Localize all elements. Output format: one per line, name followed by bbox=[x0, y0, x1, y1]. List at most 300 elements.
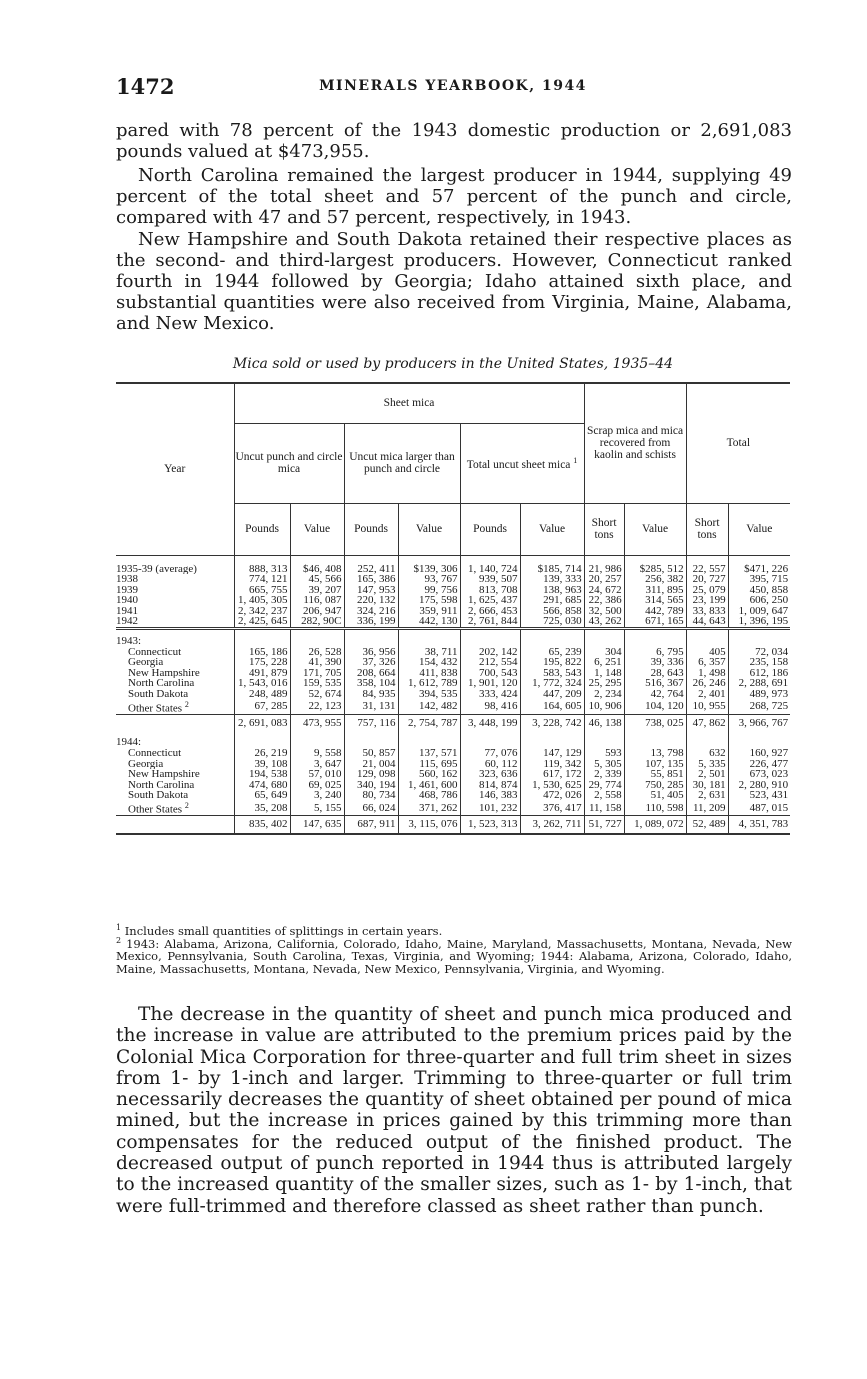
table-cell: 2, 501 bbox=[686, 769, 728, 780]
table-cell: 142, 482 bbox=[398, 700, 460, 715]
table-cell: 77, 076 bbox=[460, 748, 520, 759]
table-cell: 13, 798 bbox=[624, 748, 686, 759]
table-cell: 175, 228 bbox=[234, 657, 290, 668]
table-cell: 44, 643 bbox=[686, 616, 728, 628]
table-cell bbox=[624, 731, 686, 748]
table-cell: 1, 625, 437 bbox=[460, 595, 520, 606]
table-cell: 165, 186 bbox=[234, 647, 290, 658]
footnote-text: 1943: Alabama, Arizona, California, Colorado, Idaho, Maine, Maryland, Massachusetts, Montana, Nevada, New Mexico, Pennsylvania, South Carolina, Texas, Virginia, and Wyoming; 1944: Alabama, Arizona, Colorado, Idaho, Maine, Massachusetts, Montana, Nevada, New Mexico, Pennsylvania, Virginia, and Wyoming. bbox=[116, 936, 792, 976]
table-cell: 606, 250 bbox=[728, 595, 790, 606]
table-cell: 725, 030 bbox=[520, 616, 584, 628]
table-cell bbox=[520, 629, 584, 647]
table-cell: 687, 911 bbox=[344, 816, 398, 834]
total-uncut-label: Total uncut sheet mica bbox=[466, 458, 571, 471]
table-cell: $139, 306 bbox=[398, 564, 460, 575]
table-cell bbox=[728, 731, 790, 748]
row-label-text: South Dakota bbox=[128, 790, 189, 802]
table-cell: 3, 115, 076 bbox=[398, 816, 460, 834]
row-label-text: 1939 bbox=[116, 584, 138, 596]
table-cell: 340, 194 bbox=[344, 780, 398, 791]
table-cell: 2, 425, 645 bbox=[234, 616, 290, 628]
table-cell: 593 bbox=[584, 748, 624, 759]
table-cell: 314, 565 bbox=[624, 595, 686, 606]
row-label bbox=[116, 780, 234, 791]
table-cell bbox=[520, 731, 584, 748]
spacer-cell bbox=[398, 555, 460, 564]
table-cell: 110, 598 bbox=[624, 801, 686, 816]
table-cell: 491, 879 bbox=[234, 668, 290, 679]
table-cell: 1, 009, 647 bbox=[728, 606, 790, 617]
spacer-cell bbox=[234, 555, 290, 564]
table-cell bbox=[624, 629, 686, 647]
table-cell: 69, 025 bbox=[290, 780, 344, 791]
table-cell: 139, 333 bbox=[520, 574, 584, 585]
table-cell: 1, 461, 600 bbox=[398, 780, 460, 791]
footnote-mark: 2 bbox=[116, 936, 122, 945]
value-header: Value bbox=[624, 503, 686, 555]
state-row bbox=[116, 780, 790, 791]
scrap-mica-header: Scrap mica and mica recovered from kaolin and schists bbox=[584, 383, 686, 503]
table-cell: 42, 764 bbox=[624, 689, 686, 700]
spacer-cell bbox=[686, 555, 728, 564]
row-label bbox=[116, 801, 234, 816]
table-cell: 304 bbox=[584, 647, 624, 658]
group-label: 1944: bbox=[116, 736, 142, 749]
table-cell: 2, 288, 691 bbox=[728, 678, 790, 689]
intro-paragraph-3: New Hampshire and South Dakota retained their respective places as the second- and third-largest producers. However, Connecticut ranked fourth in 1944 followed by Georgia; Idaho attained sixth place, and substantial quantities were also received from Virginia, Maine, Alabama, and New Mexico. bbox=[116, 229, 792, 334]
table-cell: 1, 089, 072 bbox=[624, 816, 686, 834]
table-cell bbox=[584, 629, 624, 647]
table-cell: 750, 285 bbox=[624, 780, 686, 791]
short-tons-header: Short tons bbox=[584, 503, 624, 555]
value-header: Value bbox=[728, 503, 790, 555]
table-cell: 28, 643 bbox=[624, 668, 686, 679]
table-cell: 3, 448, 199 bbox=[460, 714, 520, 731]
sheet-mica-header: Sheet mica bbox=[234, 383, 584, 423]
spacer-cell bbox=[520, 555, 584, 564]
annual-row bbox=[116, 585, 790, 596]
table-cell: 1, 396, 195 bbox=[728, 616, 790, 628]
table-cell: 160, 927 bbox=[728, 748, 790, 759]
table-cell: 700, 543 bbox=[460, 668, 520, 679]
table-cell: 3, 966, 767 bbox=[728, 714, 790, 731]
row-label bbox=[116, 564, 234, 575]
table-cell: 46, 138 bbox=[584, 714, 624, 731]
table-cell: 11, 158 bbox=[584, 801, 624, 816]
table-cell: $285, 512 bbox=[624, 564, 686, 575]
row-label-text: Georgia bbox=[128, 758, 164, 770]
spacer-cell bbox=[460, 555, 520, 564]
table-cell: 220, 132 bbox=[344, 595, 398, 606]
intro-paragraph-2: North Carolina remained the largest producer in 1944, supplying 49 percent of the total sheet and 57 percent of the punch and circle, compared with 47 and 57 percent, respectively, in 1943. bbox=[116, 165, 792, 228]
table-cell: 632 bbox=[686, 748, 728, 759]
table-cell: 411, 838 bbox=[398, 668, 460, 679]
table-cell: 10, 906 bbox=[584, 700, 624, 715]
spacer-cell bbox=[728, 555, 790, 564]
table-cell: 107, 135 bbox=[624, 759, 686, 770]
table-cell: 2, 280, 910 bbox=[728, 780, 790, 791]
pounds-header: Pounds bbox=[344, 503, 398, 555]
table-cell: 5, 335 bbox=[686, 759, 728, 770]
total-row-1944 bbox=[116, 816, 790, 834]
total-row-1943 bbox=[116, 714, 790, 731]
table-cell: 1, 498 bbox=[686, 668, 728, 679]
group-label: 1943: bbox=[116, 629, 234, 647]
table-cell: 3, 647 bbox=[290, 759, 344, 770]
row-label-text: New Hampshire bbox=[128, 769, 200, 780]
table-cell bbox=[460, 731, 520, 748]
state-row bbox=[116, 689, 790, 700]
table-cell: 487, 015 bbox=[728, 801, 790, 816]
total-uncut-header bbox=[460, 423, 584, 503]
table-cell: 35, 208 bbox=[234, 801, 290, 816]
table-cell: 37, 326 bbox=[344, 657, 398, 668]
table-cell: 101, 232 bbox=[460, 801, 520, 816]
table-cell bbox=[344, 629, 398, 647]
table-cell: 26, 246 bbox=[686, 678, 728, 689]
table-cell: 394, 535 bbox=[398, 689, 460, 700]
annual-row bbox=[116, 574, 790, 585]
table-cell: 2, 558 bbox=[584, 790, 624, 801]
footnote-ref-2: 2 bbox=[184, 699, 189, 709]
table-cell: 1, 612, 789 bbox=[398, 678, 460, 689]
table-cell: 358, 104 bbox=[344, 678, 398, 689]
running-title: MINERALS YEARBOOK, 1944 bbox=[319, 78, 587, 94]
table-cell: 66, 024 bbox=[344, 801, 398, 816]
table-cell: 583, 543 bbox=[520, 668, 584, 679]
table-cell: 65, 239 bbox=[520, 647, 584, 658]
table-cell: 442, 130 bbox=[398, 616, 460, 628]
table-cell: 6, 795 bbox=[624, 647, 686, 658]
state-row bbox=[116, 668, 790, 679]
table-caption: Mica sold or used by producers in the United States, 1935–44 bbox=[232, 356, 674, 372]
table-cell: 2, 761, 844 bbox=[460, 616, 520, 628]
table-cell: 67, 285 bbox=[234, 700, 290, 715]
table-cell: 38, 711 bbox=[398, 647, 460, 658]
table-cell: 324, 216 bbox=[344, 606, 398, 617]
table-cell: 671, 165 bbox=[624, 616, 686, 628]
table-cell: 159, 535 bbox=[290, 678, 344, 689]
table-cell: 45, 566 bbox=[290, 574, 344, 585]
table-cell: 248, 489 bbox=[234, 689, 290, 700]
table-cell: 3, 262, 711 bbox=[520, 816, 584, 834]
footnote-text: Includes small quantities of splittings in certain years. bbox=[124, 923, 443, 938]
table-cell: 6, 357 bbox=[686, 657, 728, 668]
table-cell: 5, 305 bbox=[584, 759, 624, 770]
mica-table bbox=[116, 382, 790, 835]
table-cell: 371, 262 bbox=[398, 801, 460, 816]
table-cell: 175, 598 bbox=[398, 595, 460, 606]
table-cell: 55, 851 bbox=[624, 769, 686, 780]
table-cell bbox=[234, 731, 290, 748]
table-cell: 22, 386 bbox=[584, 595, 624, 606]
table-cell: 154, 432 bbox=[398, 657, 460, 668]
table-cell: 2, 631 bbox=[686, 790, 728, 801]
intro-paragraph-1: pared with 78 percent of the 1943 domestic production or 2,691,083 pounds valued at $473,955. bbox=[116, 120, 792, 162]
state-row bbox=[116, 700, 790, 715]
table-cell: 30, 181 bbox=[686, 780, 728, 791]
table-cell: 43, 262 bbox=[584, 616, 624, 628]
table-cell: 291, 685 bbox=[520, 595, 584, 606]
table-cell: 376, 417 bbox=[520, 801, 584, 816]
table-cell: 65, 649 bbox=[234, 790, 290, 801]
table-cell: 1, 530, 625 bbox=[520, 780, 584, 791]
row-label-text: 1935-39 (average) bbox=[116, 563, 197, 575]
table-cell: 474, 680 bbox=[234, 780, 290, 791]
table-cell: 252, 411 bbox=[344, 564, 398, 575]
table-cell: 29, 774 bbox=[584, 780, 624, 791]
row-label-text: 1942 bbox=[116, 616, 138, 628]
row-label bbox=[116, 585, 234, 596]
table-cell: 171, 705 bbox=[290, 668, 344, 679]
table-cell: 405 bbox=[686, 647, 728, 658]
table-cell: 516, 367 bbox=[624, 678, 686, 689]
table-cell: 104, 120 bbox=[624, 700, 686, 715]
row-label bbox=[116, 647, 234, 658]
table-cell: 336, 199 bbox=[344, 616, 398, 628]
table-cell bbox=[398, 731, 460, 748]
group-heading-row bbox=[116, 731, 790, 748]
table-cell: 1, 405, 305 bbox=[234, 595, 290, 606]
table-cell: 22, 123 bbox=[290, 700, 344, 715]
table-cell: 665, 755 bbox=[234, 585, 290, 596]
spacer-cell bbox=[290, 555, 344, 564]
table-cell: 98, 416 bbox=[460, 700, 520, 715]
table-cell: 757, 116 bbox=[344, 714, 398, 731]
table-cell: 738, 025 bbox=[624, 714, 686, 731]
table-cell: 33, 833 bbox=[686, 606, 728, 617]
table-cell: 5, 155 bbox=[290, 801, 344, 816]
table-cell: 31, 131 bbox=[344, 700, 398, 715]
row-label bbox=[116, 748, 234, 759]
table-cell: 80, 734 bbox=[344, 790, 398, 801]
table-cell: 52, 489 bbox=[686, 816, 728, 834]
table-cell bbox=[344, 731, 398, 748]
table-cell: 138, 963 bbox=[520, 585, 584, 596]
table-cell: 1, 148 bbox=[584, 668, 624, 679]
table-cell: 39, 207 bbox=[290, 585, 344, 596]
table-cell: 311, 895 bbox=[624, 585, 686, 596]
table-cell: 2, 691, 083 bbox=[234, 714, 290, 731]
table-cell: 256, 382 bbox=[624, 574, 686, 585]
table-cell: 99, 756 bbox=[398, 585, 460, 596]
table-cell bbox=[460, 629, 520, 647]
state-row bbox=[116, 647, 790, 658]
table-cell: 147, 953 bbox=[344, 585, 398, 596]
row-label bbox=[116, 700, 234, 715]
table-cell: 39, 108 bbox=[234, 759, 290, 770]
table-body bbox=[116, 555, 790, 834]
table-cell bbox=[234, 629, 290, 647]
table-cell: 888, 313 bbox=[234, 564, 290, 575]
table-cell: 9, 558 bbox=[290, 748, 344, 759]
table-cell: 468, 786 bbox=[398, 790, 460, 801]
table-cell: 617, 172 bbox=[520, 769, 584, 780]
annual-row bbox=[116, 564, 790, 575]
table-cell: 612, 186 bbox=[728, 668, 790, 679]
table-cell: 72, 034 bbox=[728, 647, 790, 658]
annual-row bbox=[116, 595, 790, 606]
table-cell: 208, 664 bbox=[344, 668, 398, 679]
closing-paragraph: The decrease in the quantity of sheet and punch mica produced and the increase in value are attributed to the premium prices paid by the Colonial Mica Corporation for three-quarter and full trim sheet in sizes from 1- by 1-inch and larger. Trimming to three-quarter or full trim necessarily decreases the quantity of sheet obtained per pound of mica mined, but the increase in prices gained by this trimming more than compensates for the reduced output of the finished product. The decreased output of punch reported in 1944 thus is attributed largely to the increased quantity of the smaller sizes, such as 1- by 1-inch, that were full-trimmed and therefore classed as sheet rather than punch. bbox=[116, 1004, 792, 1217]
spacer-cell bbox=[584, 555, 624, 564]
row-label-text: North Carolina bbox=[128, 779, 195, 791]
table-cell: 93, 767 bbox=[398, 574, 460, 585]
table-cell: 119, 342 bbox=[520, 759, 584, 770]
table-cell: 25, 295 bbox=[584, 678, 624, 689]
table-cell: 774, 121 bbox=[234, 574, 290, 585]
spacer-cell bbox=[344, 555, 398, 564]
row-label bbox=[116, 678, 234, 689]
year-header: Year bbox=[116, 383, 234, 555]
row-label-text: Connecticut bbox=[128, 646, 182, 658]
state-row bbox=[116, 759, 790, 770]
row-label-text: Other States bbox=[128, 803, 183, 816]
table-cell: 1, 543, 016 bbox=[234, 678, 290, 689]
table-cell: 282, 90C bbox=[290, 616, 344, 628]
state-row bbox=[116, 790, 790, 801]
table-cell: 10, 955 bbox=[686, 700, 728, 715]
table-cell: 4, 351, 783 bbox=[728, 816, 790, 834]
running-header bbox=[116, 74, 790, 102]
table-cell: 235, 158 bbox=[728, 657, 790, 668]
table-cell: 146, 383 bbox=[460, 790, 520, 801]
table-cell: 442, 789 bbox=[624, 606, 686, 617]
footnote-ref-2: 2 bbox=[184, 801, 189, 811]
table-cell: 41, 390 bbox=[290, 657, 344, 668]
table-cell: 147, 635 bbox=[290, 816, 344, 834]
table-cell: 21, 986 bbox=[584, 564, 624, 575]
table-cell: 52, 674 bbox=[290, 689, 344, 700]
uncut-larger-header: Uncut mica larger than punch and circle bbox=[344, 423, 460, 503]
table-cell: 206, 947 bbox=[290, 606, 344, 617]
row-label-text: Other States bbox=[128, 702, 183, 715]
table-cell: 323, 636 bbox=[460, 769, 520, 780]
value-header: Value bbox=[290, 503, 344, 555]
row-label bbox=[116, 759, 234, 770]
row-label-text: 1940 bbox=[116, 595, 138, 606]
group-heading-row bbox=[116, 629, 790, 647]
table-cell: $46, 408 bbox=[290, 564, 344, 575]
table-cell: 1, 772, 324 bbox=[520, 678, 584, 689]
table-cell bbox=[728, 629, 790, 647]
annual-row bbox=[116, 616, 790, 628]
table-cell: 32, 500 bbox=[584, 606, 624, 617]
table-cell: 39, 336 bbox=[624, 657, 686, 668]
table-cell: 814, 874 bbox=[460, 780, 520, 791]
pounds-header: Pounds bbox=[460, 503, 520, 555]
table-cell: 1, 901, 120 bbox=[460, 678, 520, 689]
table-cell: 165, 386 bbox=[344, 574, 398, 585]
table-cell: 6, 251 bbox=[584, 657, 624, 668]
row-label bbox=[116, 668, 234, 679]
value-header: Value bbox=[398, 503, 460, 555]
table-cell: 395, 715 bbox=[728, 574, 790, 585]
table-cell: 47, 862 bbox=[686, 714, 728, 731]
table-cell: 115, 695 bbox=[398, 759, 460, 770]
table-cell: 566, 858 bbox=[520, 606, 584, 617]
footnote-mark: 1 bbox=[116, 923, 122, 932]
footnote-ref-1: 1 bbox=[573, 456, 578, 466]
table-cell: 2, 754, 787 bbox=[398, 714, 460, 731]
table-cell: 25, 079 bbox=[686, 585, 728, 596]
row-label bbox=[116, 790, 234, 801]
table-cell: 129, 098 bbox=[344, 769, 398, 780]
state-row bbox=[116, 769, 790, 780]
table-cell: 560, 162 bbox=[398, 769, 460, 780]
row-label-text: Georgia bbox=[128, 657, 164, 668]
table-cell: 50, 857 bbox=[344, 748, 398, 759]
table-cell bbox=[290, 629, 344, 647]
row-label bbox=[116, 606, 234, 617]
uncut-punch-header: Uncut punch and circle mica bbox=[234, 423, 344, 503]
table-cell: 84, 935 bbox=[344, 689, 398, 700]
row-label-text: North Carolina bbox=[128, 678, 195, 690]
row-label bbox=[116, 689, 234, 700]
spacer-cell bbox=[116, 555, 234, 564]
table-cell: $185, 714 bbox=[520, 564, 584, 575]
pounds-header: Pounds bbox=[234, 503, 290, 555]
table-cell: $471, 226 bbox=[728, 564, 790, 575]
table-cell: 20, 257 bbox=[584, 574, 624, 585]
value-header: Value bbox=[520, 503, 584, 555]
table-cell: 137, 571 bbox=[398, 748, 460, 759]
spacer-row bbox=[116, 555, 790, 564]
table-cell: 26, 219 bbox=[234, 748, 290, 759]
table-cell: 333, 424 bbox=[460, 689, 520, 700]
table-cell: 2, 234 bbox=[584, 689, 624, 700]
table-cell: 60, 112 bbox=[460, 759, 520, 770]
row-label bbox=[116, 574, 234, 585]
row-label bbox=[116, 816, 234, 834]
table-cell: 24, 672 bbox=[584, 585, 624, 596]
table-cell: 835, 402 bbox=[234, 816, 290, 834]
table-cell: 473, 955 bbox=[290, 714, 344, 731]
table-cell bbox=[290, 731, 344, 748]
table-cell: 1, 140, 724 bbox=[460, 564, 520, 575]
table-cell: 164, 605 bbox=[520, 700, 584, 715]
table-cell: 939, 507 bbox=[460, 574, 520, 585]
table-cell: 57, 010 bbox=[290, 769, 344, 780]
table-cell: 3, 240 bbox=[290, 790, 344, 801]
table-cell: 450, 858 bbox=[728, 585, 790, 596]
table-cell: 23, 199 bbox=[686, 595, 728, 606]
table-cell: 2, 401 bbox=[686, 689, 728, 700]
table-cell: 2, 339 bbox=[584, 769, 624, 780]
short-tons-header: Short tons bbox=[686, 503, 728, 555]
state-row bbox=[116, 657, 790, 668]
table-cell: 51, 727 bbox=[584, 816, 624, 834]
table-cell bbox=[584, 731, 624, 748]
table-cell: 447, 209 bbox=[520, 689, 584, 700]
page-number: 1472 bbox=[116, 74, 175, 99]
row-label-text: Connecticut bbox=[128, 748, 182, 759]
row-label bbox=[116, 714, 234, 731]
table-cell: 3, 228, 742 bbox=[520, 714, 584, 731]
table-cell: 2, 342, 237 bbox=[234, 606, 290, 617]
table-cell: 489, 973 bbox=[728, 689, 790, 700]
spacer-cell bbox=[624, 555, 686, 564]
row-label bbox=[116, 616, 234, 628]
mica-table-container bbox=[116, 382, 790, 835]
table-cell: 226, 477 bbox=[728, 759, 790, 770]
table-cell: 268, 725 bbox=[728, 700, 790, 715]
row-label bbox=[116, 595, 234, 606]
state-row bbox=[116, 801, 790, 816]
annual-row bbox=[116, 606, 790, 617]
state-row bbox=[116, 678, 790, 689]
row-label bbox=[116, 769, 234, 780]
